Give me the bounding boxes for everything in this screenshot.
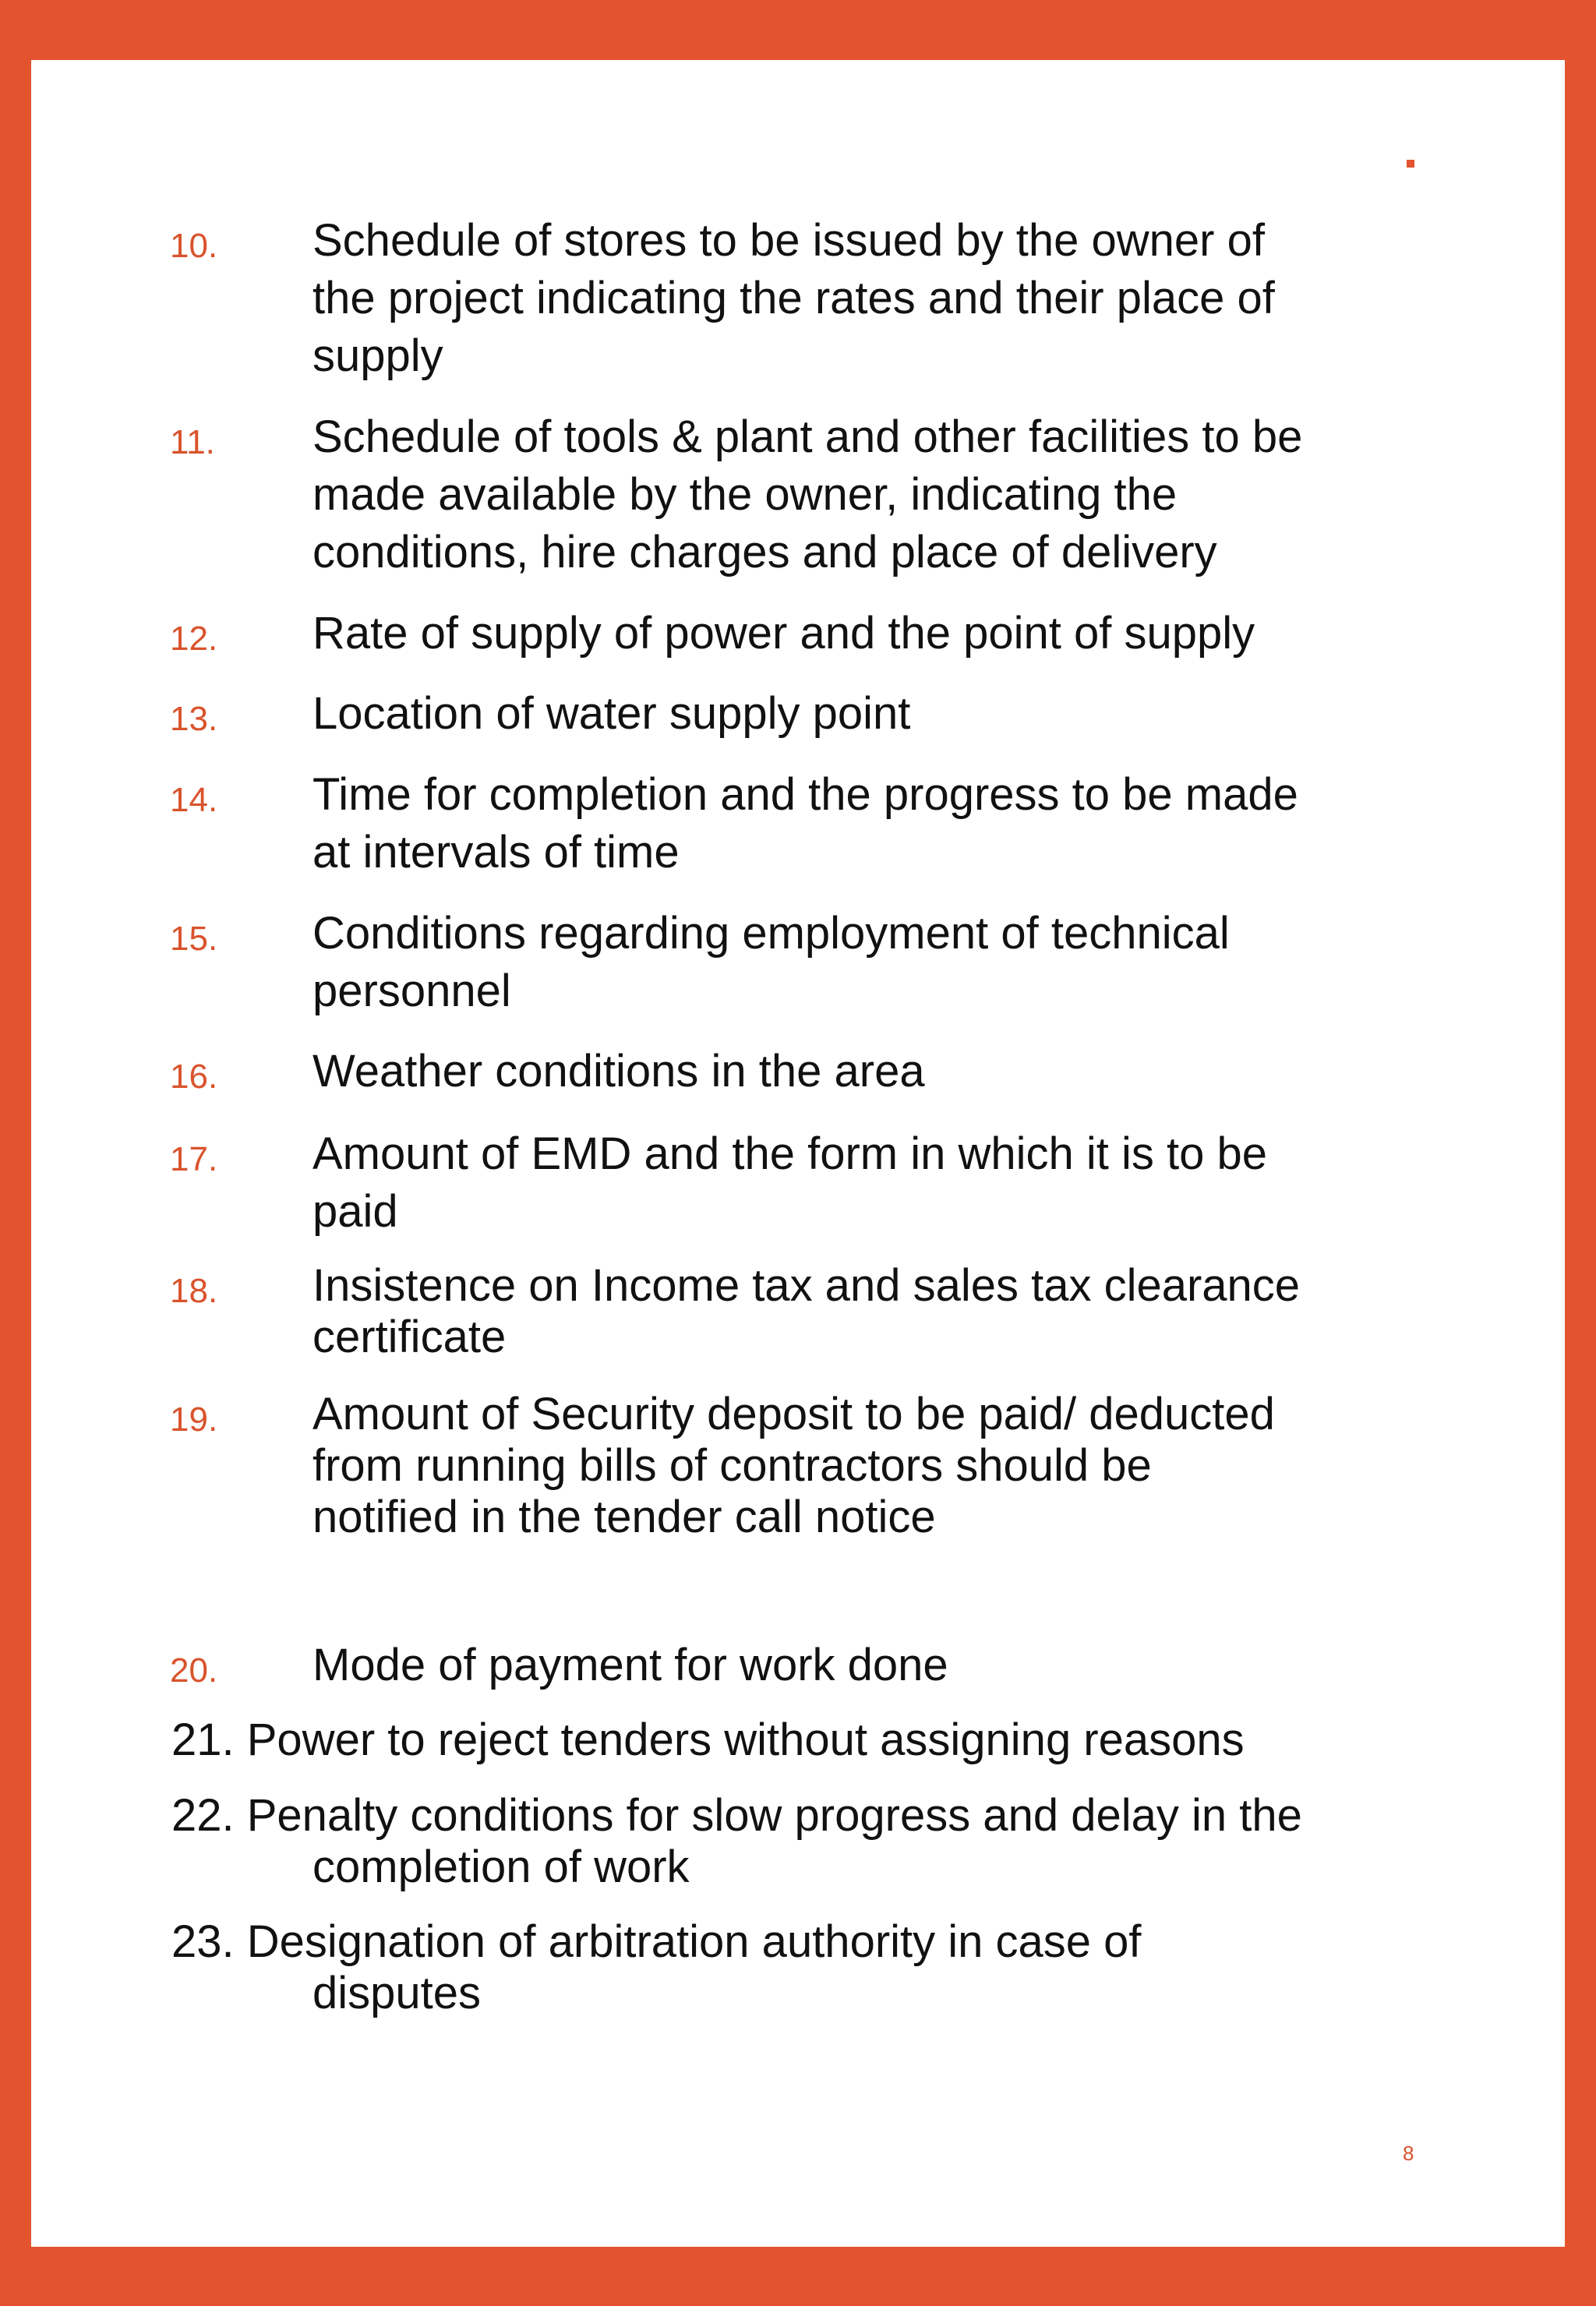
- item-number: 16.: [170, 1058, 218, 1096]
- list-item: Location of water supply point: [312, 688, 911, 739]
- list-item: Schedule of stores to be issued by the owner of the project indicating the rates and their place of supply: [312, 215, 1275, 381]
- item-number: 15.: [170, 920, 218, 958]
- item-number: 10.: [170, 227, 218, 265]
- item-number: 17.: [170, 1140, 218, 1178]
- list-item: Time for completion and the progress to be made at intervals of time: [312, 769, 1298, 878]
- list-item: Insistence on Income tax and sales tax clearance certificate: [312, 1260, 1301, 1362]
- list-item: 21. Power to reject tenders without assigning reasons: [171, 1714, 1245, 1765]
- list-item: Conditions regarding employment of technical personnel: [312, 908, 1230, 1016]
- item-number: 11.: [170, 423, 215, 461]
- list-item: Amount of EMD and the form in which it is to be paid: [312, 1128, 1267, 1237]
- item-number: 14.: [170, 781, 218, 819]
- item-number: 20.: [170, 1651, 218, 1690]
- list-item: 23. Designation of arbitration authority in case of disputes: [171, 1916, 1142, 2018]
- list-item: Schedule of tools & plant and other facilities to be made available by the owner, indicating the conditions, hire charges and place of delivery: [312, 411, 1303, 577]
- item-number: 19.: [170, 1400, 218, 1439]
- list-item: Rate of supply of power and the point of supply: [312, 608, 1255, 659]
- item-number: 12.: [170, 620, 218, 658]
- list-item: Amount of Security deposit to be paid/ deducted from running bills of contractors should be notified in the tender call notice: [312, 1389, 1275, 1542]
- list-item: 22. Penalty conditions for slow progress and delay in the completion of work: [171, 1790, 1302, 1892]
- page-number: 8: [1403, 2142, 1414, 2165]
- list-item: Mode of payment for work done: [312, 1640, 948, 1690]
- item-number: 13.: [170, 700, 218, 738]
- item-number: 18.: [170, 1272, 218, 1310]
- list-item: Weather conditions in the area: [312, 1046, 925, 1096]
